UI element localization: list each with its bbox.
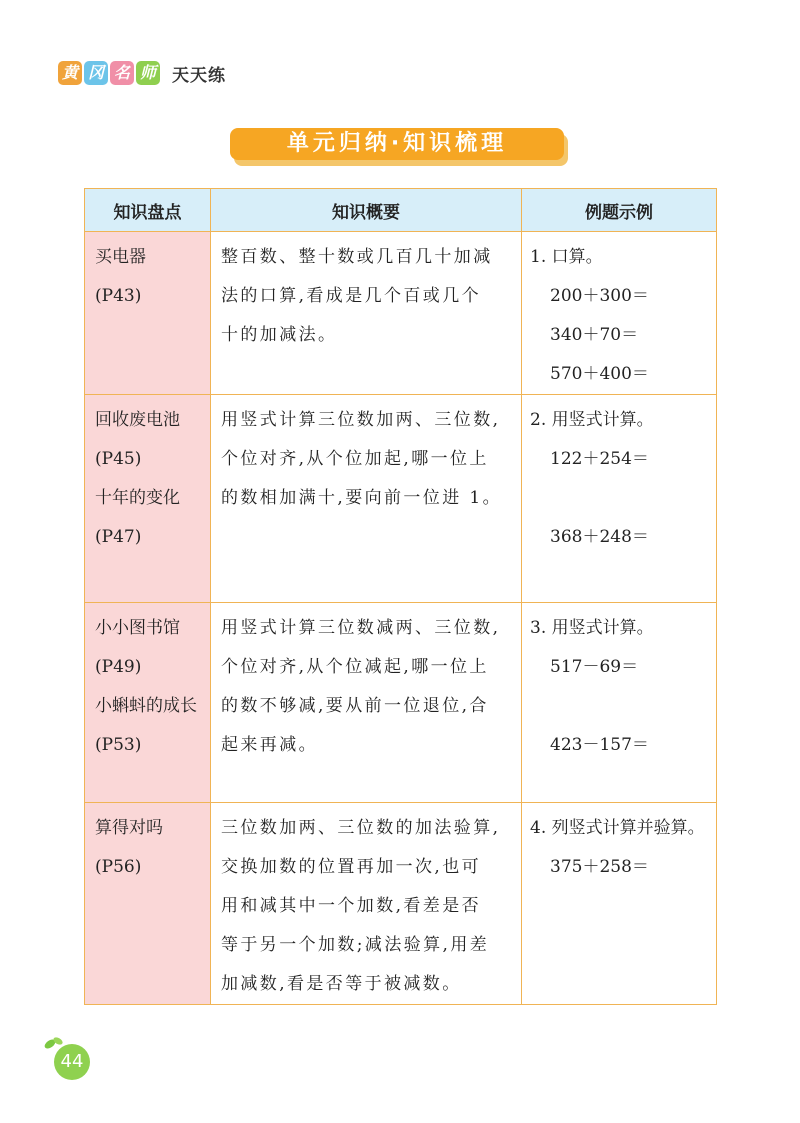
header-topic: 知识盘点 — [85, 189, 211, 232]
brand-tile-4: 师 — [136, 61, 160, 85]
example-title: 3. 用竖式计算。 — [530, 618, 654, 638]
knowledge-table — [84, 188, 717, 1005]
example-expression: 200＋300＝ — [550, 286, 649, 306]
overview-line: 十的加减法。 — [221, 325, 338, 345]
example-cell — [522, 603, 717, 803]
brand-tile-3: 名 — [110, 61, 134, 85]
overview-cell — [211, 603, 522, 803]
example-cell — [522, 803, 717, 1005]
example-cell — [522, 232, 717, 395]
overview-line: 的数相加满十,要向前一位进 1。 — [221, 488, 503, 508]
example-expression: 423－157＝ — [550, 735, 649, 755]
topic-line: 小小图书馆 — [95, 618, 180, 638]
brand-tile-2: 冈 — [84, 61, 108, 85]
series-name: 天天练 — [172, 65, 226, 86]
overview-line: 起来再减。 — [221, 735, 318, 755]
table-row — [85, 603, 717, 803]
topic-line: (P49) — [95, 657, 142, 677]
overview-line: 个位对齐,从个位加起,哪一位上 — [221, 449, 489, 469]
example-expression: 517－69＝ — [550, 657, 639, 677]
example-title: 2. 用竖式计算。 — [530, 410, 654, 430]
topic-cell — [85, 603, 211, 803]
topic-line: 买电器 — [95, 247, 146, 267]
overview-cell — [211, 803, 522, 1005]
table-row — [85, 232, 717, 395]
overview-line: 个位对齐,从个位减起,哪一位上 — [221, 657, 489, 677]
example-expression: 375＋258＝ — [550, 857, 649, 877]
overview-line: 加减数,看是否等于被减数。 — [221, 974, 462, 994]
example-expression — [530, 687, 716, 726]
overview-line: 整百数、整十数或几百几十加减 — [221, 247, 493, 267]
example-cell — [522, 395, 717, 603]
topic-line: 回收废电池 — [95, 410, 180, 430]
topic-line: (P56) — [95, 857, 142, 877]
overview-line: 用竖式计算三位数减两、三位数, — [221, 618, 501, 638]
example-expression: 570＋400＝ — [550, 364, 649, 384]
overview-line: 交换加数的位置再加一次,也可 — [221, 857, 482, 877]
section-banner — [230, 128, 570, 166]
topic-line: (P45) — [95, 449, 142, 469]
brand-tile-1: 黄 — [58, 61, 82, 85]
example-expression: 368＋248＝ — [550, 527, 649, 547]
topic-cell — [85, 395, 211, 603]
overview-line: 的数不够减,要从前一位退位,合 — [221, 696, 489, 716]
header-example: 例题示例 — [522, 189, 717, 232]
topic-line: (P47) — [95, 527, 142, 547]
overview-cell — [211, 395, 522, 603]
table-row — [85, 395, 717, 603]
overview-line: 用和减其中一个加数,看差是否 — [221, 896, 482, 916]
overview-line: 等于另一个加数;减法验算,用差 — [221, 935, 490, 955]
page-number-badge — [42, 1034, 98, 1086]
topic-line: 小蝌蚪的成长 — [95, 696, 197, 716]
page-number: 44 — [54, 1044, 90, 1080]
topic-cell — [85, 803, 211, 1005]
topic-line: (P53) — [95, 735, 142, 755]
topic-cell — [85, 232, 211, 395]
example-expression — [530, 479, 716, 518]
example-title: 1. 口算。 — [530, 247, 603, 267]
overview-cell — [211, 232, 522, 395]
topic-line: 算得对吗 — [95, 818, 163, 838]
overview-line: 用竖式计算三位数加两、三位数, — [221, 410, 501, 430]
brand-logo — [58, 58, 226, 88]
example-expression: 340＋70＝ — [550, 325, 639, 345]
topic-line: 十年的变化 — [95, 488, 180, 508]
example-title: 4. 列竖式计算并验算。 — [530, 818, 705, 838]
overview-line: 法的口算,看成是几个百或几个 — [221, 286, 482, 306]
table-header-row — [85, 189, 717, 232]
section-title: 单元归纳·知识梳理 — [230, 128, 564, 160]
topic-line: (P43) — [95, 286, 142, 306]
overview-line: 三位数加两、三位数的加法验算, — [221, 818, 501, 838]
table-row — [85, 803, 717, 1005]
header-overview: 知识概要 — [211, 189, 522, 232]
example-expression: 122＋254＝ — [550, 449, 649, 469]
